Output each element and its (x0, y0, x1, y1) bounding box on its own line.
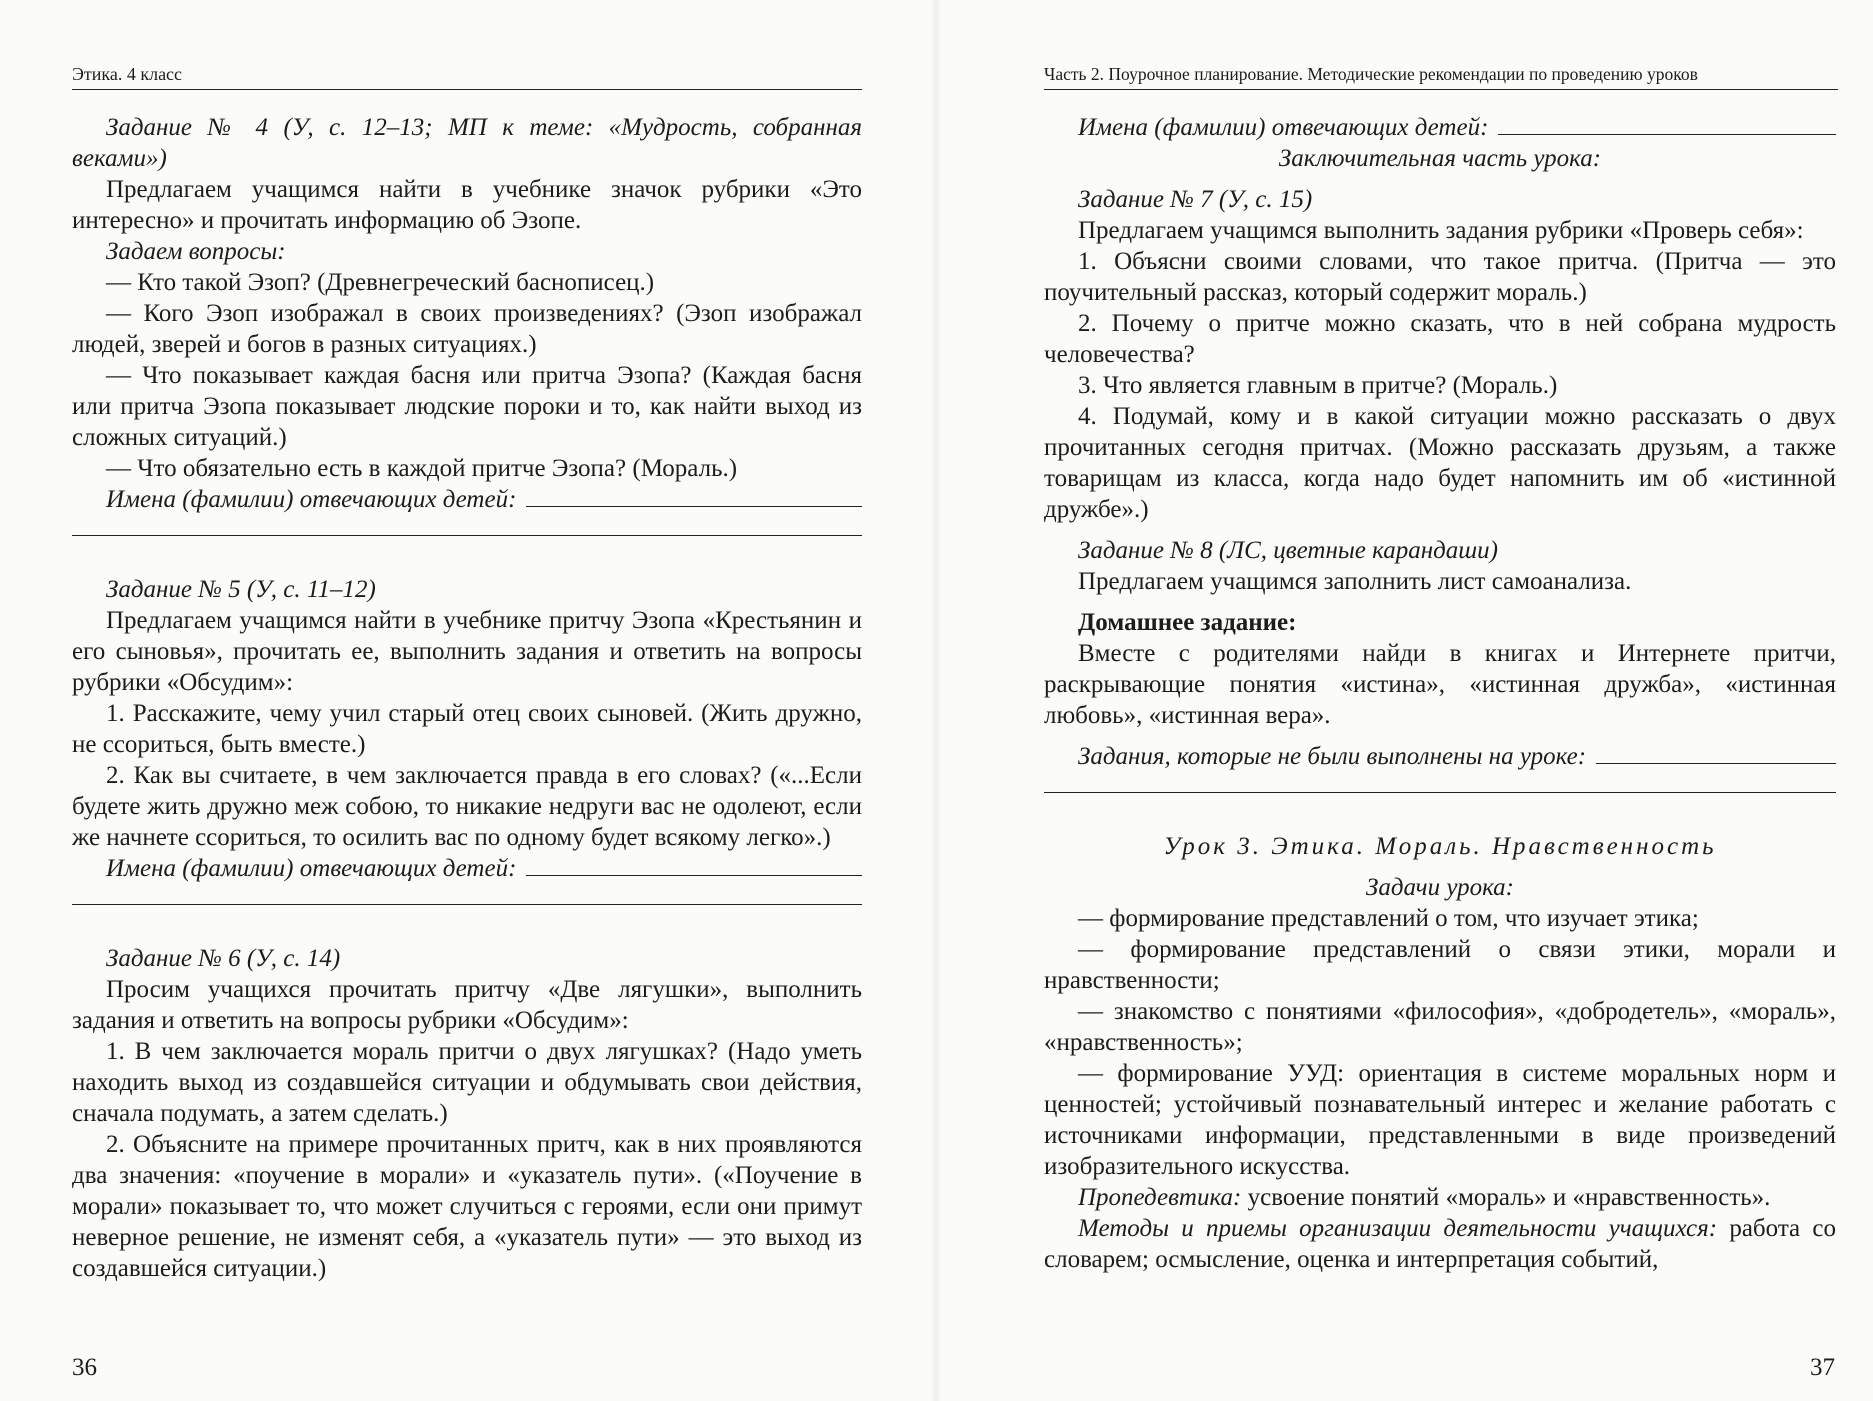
task4-question-3: — Что показывает каждая басня или притча Эзопа? (Каждая басня или притча Эзопа показывает людские пороки и то, как найти выход из сложных ситуаций.) (72, 362, 862, 451)
lesson3-methods (1044, 1213, 1836, 1275)
task8-heading: Задание № 8 (ЛС, цветные карандаши) (1078, 537, 1498, 564)
task4-questions-label: Задаем вопросы: (106, 238, 286, 265)
task7-item-1: 1. Объясни своими словами, что такое притча. (Притча — это поучительный рассказ, который содержит мораль.) (1044, 248, 1836, 306)
answer-rule (1044, 772, 1836, 793)
task5-item-2: 2. Как вы считаете, в чем заключается правда в его словах? («...Если будете жить дружно меж собою, то никакие недруги вас не одолеют, если же начнете ссориться, то осилить вас по одному будет всякому легко».) (72, 762, 862, 851)
task7-intro: Предлагаем учащимся выполнить задания рубрики «Проверь себя»: (1078, 217, 1804, 244)
task7-item-2: 2. Почему о притче можно сказать, что в ней собрана мудрость человечества? (1044, 310, 1836, 368)
task8-text: Предлагаем учащимся заполнить лист самоанализа. (1078, 568, 1632, 595)
task6-item-1: 1. В чем заключается мораль притчи о двух лягушках? (Надо уметь находить выход из создавшейся ситуации и обдумывать свои действия, сначала подумать, а затем сделать.) (72, 1038, 862, 1127)
running-head-left: Этика. 4 класс (72, 64, 862, 90)
left-column (72, 112, 862, 1284)
answer-rule (72, 515, 862, 536)
task4-intro: Предлагаем учащимся найти в учебнике значок рубрики «Это интересно» и прочитать информацию об Эзопе. (72, 176, 862, 234)
homework-label: Домашнее задание: (1078, 609, 1297, 636)
page-number-right: 37 (1810, 1354, 1835, 1381)
answer-underline (526, 484, 862, 507)
task5-names-line (72, 853, 862, 884)
task5-item-1: 1. Расскажите, чему учил старый отец своих сыновей. (Жить дружно, не ссориться, быть вместе.) (72, 700, 862, 758)
names-label-top: Имена (фамилии) отвечающих детей: (1078, 114, 1489, 141)
answer-underline (1596, 741, 1836, 764)
right-column (1044, 112, 1836, 1275)
task5-names-label: Имена (фамилии) отвечающих детей: (106, 855, 517, 882)
task4-heading: Задание № 4 (У, с. 12–13; МП к теме: «Мудрость, собранная веками») (72, 114, 862, 172)
task6-intro: Просим учащихся прочитать притчу «Две лягушки», выполнить задания и ответить на вопросы рубрики «Обсудим»: (72, 976, 862, 1034)
task7-item-3: 3. Что является главным в притче? (Мораль.) (1078, 372, 1558, 399)
answer-underline (1498, 112, 1836, 135)
lesson3-goal-2: — формирование представлений о связи этики, морали и нравственности; (1044, 936, 1836, 994)
running-head-right: Часть 2. Поурочное планирование. Методические рекомендации по проведению уроков (1044, 64, 1838, 90)
page-number-left: 36 (72, 1354, 97, 1381)
homework-text: Вместе с родителями найди в книгах и Интернете притчи, раскрывающие понятия «истина», «истинная дружба», «истинная любовь», «истинная вера». (1044, 640, 1836, 729)
propaedeutics-label: Пропедевтика: (1078, 1184, 1242, 1211)
answer-underline (526, 853, 862, 876)
unfinished-line (1044, 741, 1836, 772)
task4-names-label: Имена (фамилии) отвечающих детей: (106, 486, 517, 513)
task7-heading: Задание № 7 (У, с. 15) (1078, 186, 1313, 213)
lesson3-goal-1: — формирование представлений о том, что изучает этика; (1078, 905, 1699, 932)
task4-question-2: — Кого Эзоп изображал в своих произведениях? (Эзоп изображал людей, зверей и богов в разных ситуациях.) (72, 300, 862, 358)
lesson3-goal-4: — формирование УУД: ориентация в системе моральных норм и ценностей; устойчивый познавательный интерес и желание работать с источниками информации, представленными в виде произведений изобразительного искусства. (1044, 1060, 1836, 1180)
final-part-heading: Заключительная часть урока: (1278, 145, 1602, 172)
propaedeutics-text: усвоение понятий «мораль» и «нравственность». (1247, 1184, 1771, 1211)
task7-item-4: 4. Подумай, кому и в какой ситуации можно рассказать о двух прочитанных сегодня притчах. (Можно рассказать друзьям, а также товарищам из класса, когда надо будет напомнить им об «истинной дружбе».) (1044, 403, 1836, 523)
left-page (0, 0, 936, 1401)
task5-heading: Задание № 5 (У, с. 11–12) (106, 576, 376, 603)
lesson3-goal-3: — знакомство с понятиями «философия», «добродетель», «мораль», «нравственность»; (1044, 998, 1836, 1056)
lesson3-propaedeutics (1044, 1182, 1836, 1213)
task4-question-4: — Что обязательно есть в каждой притче Эзопа? (Мораль.) (106, 455, 738, 482)
task5-intro: Предлагаем учащимся найти в учебнике притчу Эзопа «Крестьянин и его сыновья», прочитать ее, выполнить задания и ответить на вопросы рубрики «Обсудим»: (72, 607, 862, 696)
lesson3-tasks-label: Задачи урока: (1365, 874, 1515, 901)
task6-item-2: 2. Объясните на примере прочитанных притч, как в них проявляются два значения: «поучение в морали» и «указатель пути». («Поучение в морали» показывает то, что может случиться с героями, если они примут неверное решение, не изменят себя, а «указатель пути» — это выход из создавшейся ситуации.) (72, 1131, 862, 1282)
task4-names-line (72, 484, 862, 515)
methods-text: работа со словарем; осмысление, оценка и интерпретация событий, (1044, 1215, 1836, 1273)
methods-label: Методы и приемы организации деятельности учащихся: (1078, 1215, 1718, 1242)
names-line-top (1044, 112, 1836, 143)
right-page (936, 0, 1873, 1401)
task4-question-1: — Кто такой Эзоп? (Древнегреческий баснописец.) (106, 269, 655, 296)
lesson3-title: Урок 3. Этика. Мораль. Нравственность (1163, 833, 1717, 860)
task6-heading: Задание № 6 (У, с. 14) (106, 945, 341, 972)
unfinished-label: Задания, которые не были выполнены на уроке: (1078, 743, 1587, 770)
answer-rule (72, 884, 862, 905)
